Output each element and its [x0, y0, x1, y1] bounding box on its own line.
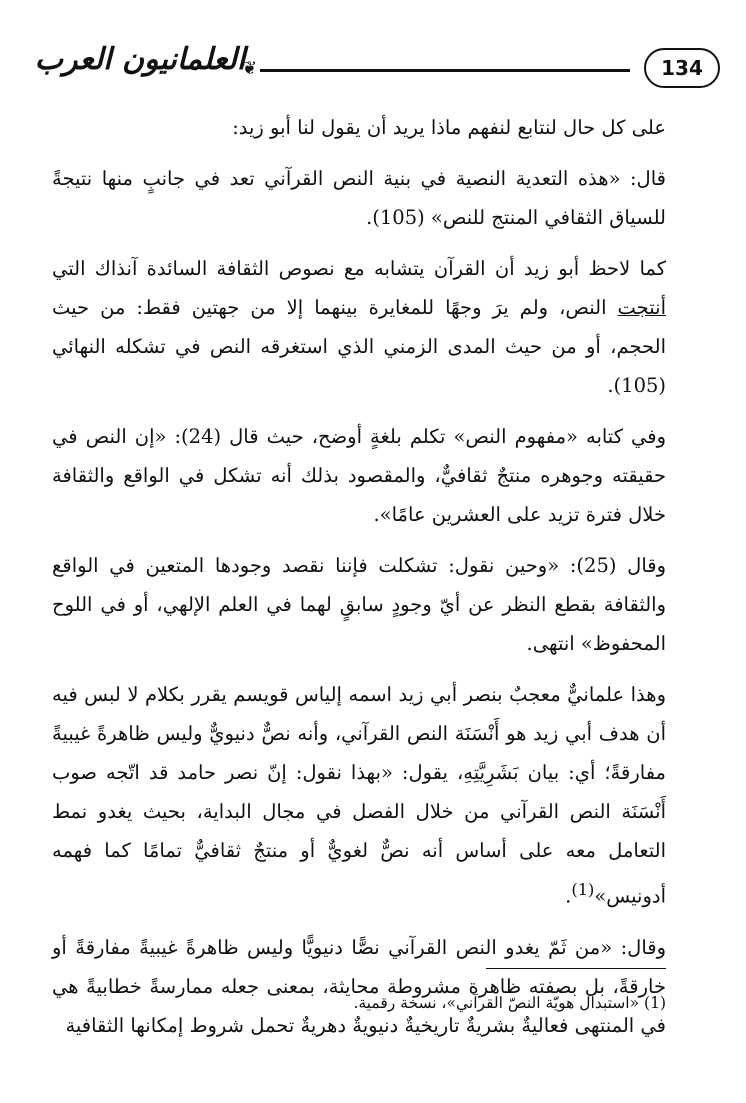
paragraph-6-end: . [565, 884, 572, 908]
paragraph-6 [52, 675, 666, 916]
paragraph-3-end: النص، ولم يرَ وجهًا للمغايرة بينهما إلا من جهتين فقط: من حيث الحجم، أو من حيث المدى الزمني الذي استغرقه النص في تشكله النهائي (105). [52, 296, 666, 397]
book-title: العلمانيون العرب [34, 42, 246, 77]
footnote: (1) «استبدال هويّة النصّ القرآني»، نسخة رقمية. [353, 994, 666, 1012]
footnote-reference: (1) [571, 880, 595, 899]
paragraph-5: وقال (25): «وحين نقول: تشكلت فإننا نقصد وجودها المتعين في الواقع والثقافة بقطع النظر عن أيّ وجودٍ سابقٍ لهما في العلم الإلهي، أو في اللوح المحفوظ» انتهى. [52, 554, 667, 655]
paragraph-4: وفي كتابه «مفهوم النص» تكلم بلغةٍ أوضح، حيث قال (24): «إن النص في حقيقته وجوهره منتجٌ ثقافيٌّ، والمقصود بذلك أنه تشكل في الواقع والثقافة خلال فترة تزيد على العشرين عامًا». [52, 425, 667, 526]
paragraph-3-start: كما لاحظ أبو زيد أن القرآن يتشابه مع نصوص الثقافة السائدة آنذاك التي [52, 257, 666, 280]
page-number: 134 [644, 48, 720, 88]
underlined-word: أنتجت [617, 296, 666, 319]
paragraph-6-text: وهذا علمانيٌّ معجبٌ بنصر أبي زيد اسمه إلياس قويسم يقرر بكلام لا لبس فيه أن هدف أبي زيد هو أَنْسَنَة النص القرآني، وأنه نصٌّ دنيويٌّ وليس ظاهرةً غيبيةً مفارقةً؛ أي: بيان بَشَرِيَّتِهِ، يقول: «بهذا نقول: إنّ نصر حامد قد اتّجه صوب أَنْسَنَة النص القرآني من خلال الفصل في مجال البداية، بحيث يغدو نمط التعامل معه على أساس أنه نصٌّ لغويٌّ أو منتجٌ ثقافيٌّ تمامًا كما فهمه أدونيس» [52, 683, 666, 908]
header-divider [260, 69, 630, 72]
footnote-divider [486, 968, 666, 969]
paragraph-2: قال: «هذه التعدية النصية في بنية النص القرآني تعد في جانبٍ منها نتيجةً للسياق الثقافي المنتج للنص» (105). [52, 167, 666, 229]
main-text [52, 108, 666, 1057]
paragraph-3 [52, 249, 666, 405]
page-header [30, 40, 720, 100]
paragraph-7: وقال: «من ثَمّ يغدو النص القرآني نصًّا دنيويًّا وليس ظاهرةً غيبيةً مفارقةً أو خارقةً، بل بصفته ظاهرة مشروطة محايثة، بمعنى جعله ممارسةً خطابيةً هي في المنتهى فعاليةٌ بشريةٌ تاريخيةٌ دنيويةٌ دهريةٌ تحمل شروط إمكانها الثقافية [52, 935, 666, 1037]
paragraph-1: على كل حال لنتابع لنفهم ماذا يريد أن يقول لنا أبو زيد: [232, 116, 666, 139]
ornament-icon: ❦ [242, 58, 258, 79]
